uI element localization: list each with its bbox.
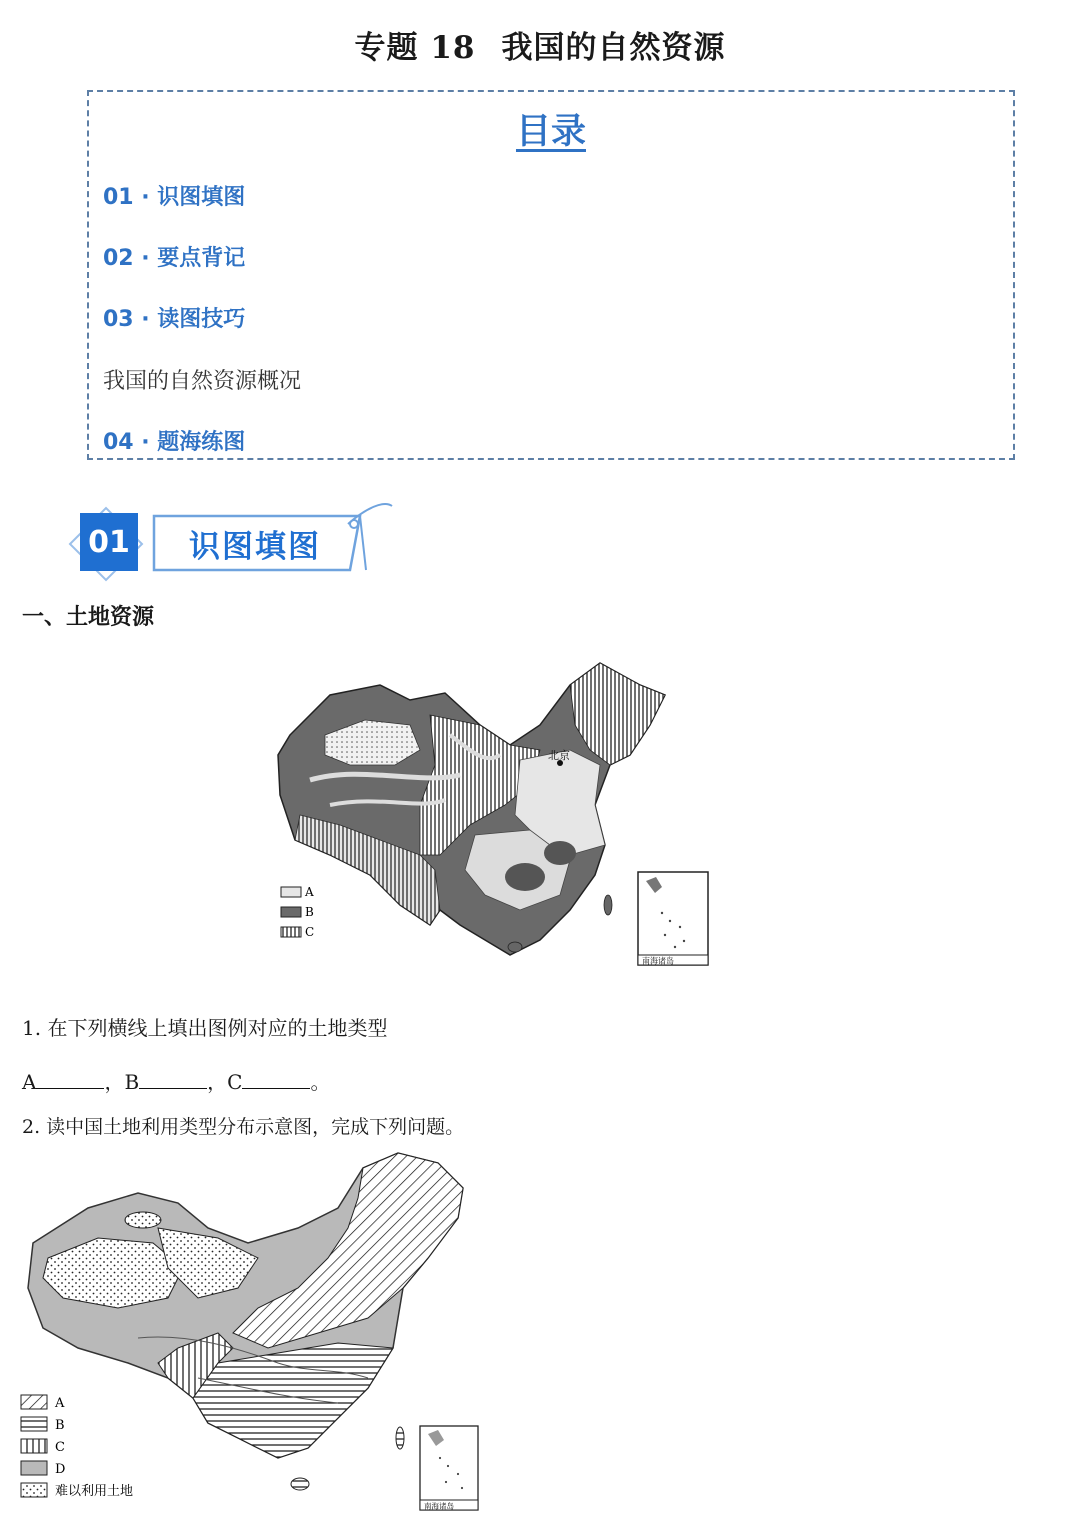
toc-item-4[interactable]: 我国的自然资源概况 xyxy=(103,369,302,394)
blank-b[interactable] xyxy=(139,1070,207,1089)
blank-a[interactable] xyxy=(36,1070,104,1089)
map1-legend-a: A xyxy=(305,885,314,899)
toc-item-2[interactable]: 02 · 要点背记 xyxy=(103,246,246,271)
land-resource-map xyxy=(270,655,715,970)
inset-label-1: 南海诸岛 xyxy=(642,956,674,966)
question-1: 1. 在下列横线上填出图例对应的土地类型 xyxy=(22,1016,388,1040)
fill-c-label: ，C xyxy=(207,1070,243,1094)
table-of-contents xyxy=(87,90,1015,460)
map2-legend-a: A xyxy=(55,1396,65,1411)
question-2: 2. 读中国土地利用类型分布示意图，完成下列问题。 xyxy=(22,1116,465,1138)
section-label: 识图填图 xyxy=(189,528,321,565)
title-number: 专题 18 xyxy=(354,30,476,66)
map2-legend-d: D xyxy=(55,1462,66,1477)
section-number: 01 xyxy=(80,513,138,571)
fill-end: 。 xyxy=(310,1070,331,1094)
city-label-beijing: 北京 xyxy=(548,749,570,762)
toc-item-3[interactable]: 03 · 读图技巧 xyxy=(103,307,246,332)
map1-legend-b: B xyxy=(305,905,314,919)
map2-legend-c: C xyxy=(55,1440,65,1455)
toc-item-5[interactable]: 04 · 题海练图 xyxy=(103,430,246,455)
inset-label-2: 南海诸岛 xyxy=(424,1501,454,1511)
title-text: 我国的自然资源 xyxy=(501,30,726,66)
subsection-title: 一、土地资源 xyxy=(22,605,155,630)
map2-legend-b: B xyxy=(55,1418,65,1433)
blank-c[interactable] xyxy=(242,1070,310,1089)
fill-a-label: A xyxy=(22,1070,37,1094)
fill-b-label: ，B xyxy=(104,1070,140,1094)
map2-legend-difficult: 难以利用土地 xyxy=(55,1484,134,1499)
page-title xyxy=(0,22,1080,67)
land-use-map xyxy=(18,1148,483,1513)
fill-in-line xyxy=(22,1066,330,1095)
map1-legend-c: C xyxy=(305,925,315,939)
toc-item-1[interactable]: 01 · 识图填图 xyxy=(103,185,246,210)
toc-heading: 目录 xyxy=(515,112,586,152)
